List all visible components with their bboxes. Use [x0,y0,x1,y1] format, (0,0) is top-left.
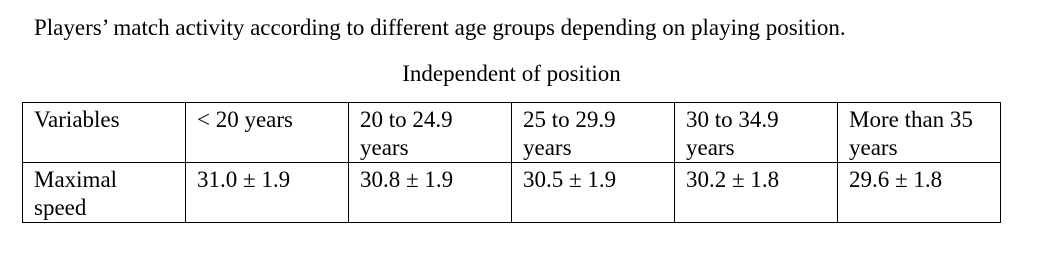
cell-20-to-24-9: 30.8 ± 1.9 [349,163,512,223]
table-header-row [23,103,1001,163]
table-caption: Players’ match activity according to different age groups depending on playing position. [34,15,846,40]
header-cell-20-to-24-9: 20 to 24.9 years [349,103,512,163]
header-cell-25-to-29-9: 25 to 29.9 years [512,103,675,163]
header-cell-under-20: < 20 years [186,103,349,163]
table-subheading: Independent of position [402,61,621,86]
header-cell-30-to-34-9: 30 to 34.9 years [675,103,838,163]
cell-30-to-34-9: 30.2 ± 1.8 [675,163,838,223]
row-label-maximal-speed: Maximal speed [23,163,186,223]
cell-under-20: 31.0 ± 1.9 [186,163,349,223]
table-row [23,163,1001,223]
data-table [22,102,1001,223]
cell-more-than-35: 29.6 ± 1.8 [838,163,1001,223]
header-cell-more-than-35: More than 35 years [838,103,1001,163]
cell-25-to-29-9: 30.5 ± 1.9 [512,163,675,223]
header-cell-variables: Variables [23,103,186,163]
